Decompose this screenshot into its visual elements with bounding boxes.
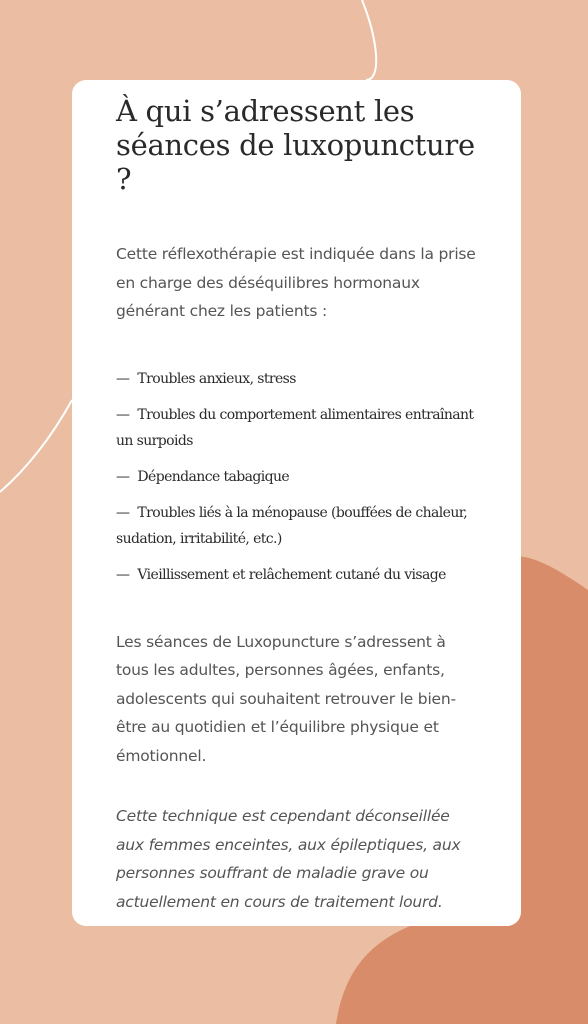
dash-bullet: —	[116, 468, 130, 485]
list-item	[116, 562, 477, 588]
indications-list	[116, 366, 477, 588]
list-item-text: Dépendance tabagique	[137, 468, 290, 485]
list-item	[116, 366, 477, 392]
list-item-text: Vieillissement et relâchement cutané du visage	[137, 566, 446, 583]
dash-bullet: —	[116, 566, 130, 583]
dash-bullet: —	[116, 406, 130, 423]
dash-bullet: —	[116, 504, 130, 521]
info-card	[72, 80, 521, 926]
list-item	[116, 500, 477, 552]
dash-bullet: —	[116, 370, 130, 387]
page-title: À qui s’adressent les séances de luxopuncture ?	[116, 94, 475, 196]
audience-paragraph: Les séances de Luxopuncture s’adressent à tous les adultes, personnes âgées, enfants, adolescents qui souhaitent retrouver le bien-être au quotidien et l’équilibre physique et émotionnel.	[116, 632, 456, 765]
list-item-text: Troubles anxieux, stress	[137, 370, 296, 387]
list-item-text: Troubles liés à la ménopause (bouffées de chaleur, sudation, irritabilité, etc.)	[116, 504, 468, 547]
intro-paragraph: Cette réflexothérapie est indiquée dans la prise en charge des déséquilibres hormonaux générant chez les patients :	[116, 245, 476, 320]
warning-note: Cette technique est cependant déconseillée aux femmes enceintes, aux épileptiques, aux personnes souffrant de maladie grave ou actuellement en cours de traitement lourd.	[116, 807, 461, 911]
list-item	[116, 402, 477, 454]
list-item-text: Troubles du comportement alimentaires entraînant un surpoids	[116, 406, 474, 449]
list-item	[116, 464, 477, 490]
